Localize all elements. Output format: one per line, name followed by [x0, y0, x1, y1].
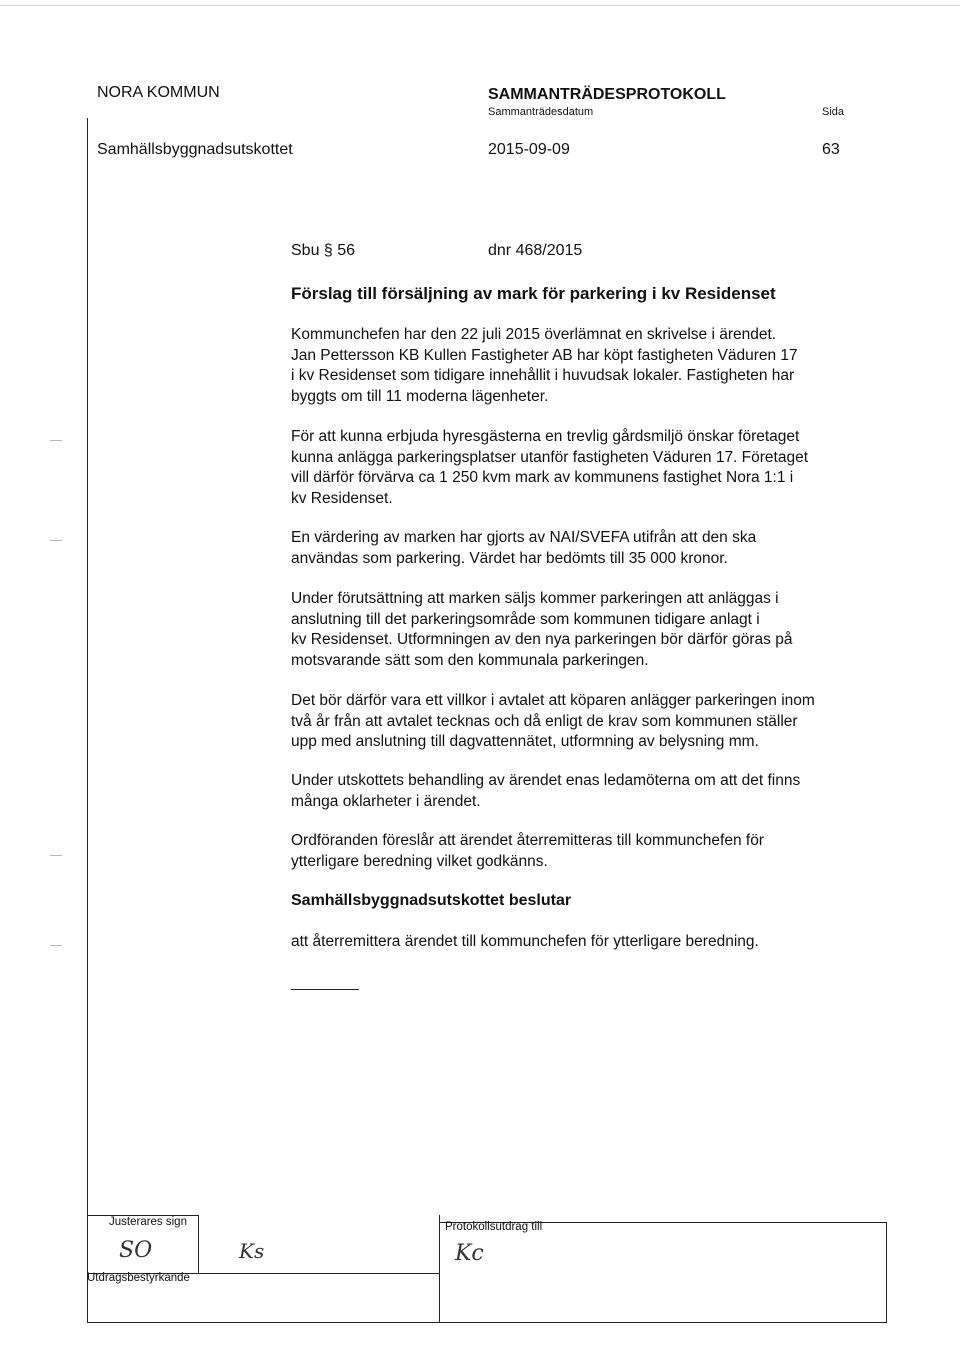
scan-mark — [50, 540, 62, 541]
org-name: NORA KOMMUN — [97, 84, 220, 101]
paragraph-6 — [291, 771, 911, 812]
paragraph-line: anslutning till det parkeringsområde som kommunen tidigare anlagt i — [291, 610, 760, 628]
signature-initials-1: SO — [119, 1238, 153, 1263]
paragraph-line: två år från att avtalet tecknas och då enligt de krav som kommunen ställer — [291, 712, 798, 730]
paragraph-line: En värdering av marken har gjorts av NAI/SVEFA utifrån att den ska — [291, 529, 757, 546]
paragraph-line: Under förutsättning att marken säljs kommer parkeringen att anläggas i — [291, 590, 779, 607]
paragraph-line: användas som parkering. Värdet har bedömts till 35 000 kronor. — [291, 549, 728, 567]
paragraph-line: Kommunchefen har den 22 juli 2015 överlämnat en skrivelse i ärendet. — [291, 326, 777, 343]
paragraph-5 — [291, 691, 911, 753]
paragraph-line: Det bör därför vara ett villkor i avtalet att köparen anlägger parkeringen inom — [291, 692, 815, 709]
paragraph-line: ytterligare beredning vilket godkänns. — [291, 852, 548, 870]
diary-number: dnr 468/2015 — [488, 242, 583, 259]
paragraph-7 — [291, 831, 911, 872]
decision-heading-text: Samhällsbyggnadsutskottet beslutar — [291, 892, 572, 909]
end-of-section-rule — [291, 989, 359, 990]
signature-initials-3: Kc — [455, 1241, 484, 1266]
paragraph-line: byggts om till 11 moderna lägenheter. — [291, 387, 549, 405]
paragraph-line: motsvarande sätt som den kommunala parkeringen. — [291, 651, 649, 669]
justerare-label: Justerares sign — [109, 1216, 187, 1228]
scan-mark — [50, 855, 62, 856]
paragraph-1 — [291, 325, 911, 407]
paragraph-2 — [291, 427, 911, 509]
decision-text-line: att återremittera ärendet till kommunchefen för ytterligare beredning. — [291, 933, 759, 950]
page-number: 63 — [822, 141, 840, 158]
paragraph-line: vill därför förvärva ca 1 250 kvm mark av kommunens fastighet Nora 1:1 i — [291, 469, 794, 486]
left-margin-rule — [87, 118, 88, 1323]
paragraph-line: i kv Residenset som tidigare innehållit i huvudsak lokaler. Fastigheten har — [291, 367, 795, 384]
paragraph-line: Under utskottets behandling av ärendet enas ledamöterna om att det finns — [291, 772, 801, 789]
paragraph-line: För att kunna erbjuda hyresgästerna en trevlig gårdsmiljö önskar företaget — [291, 428, 800, 445]
paragraph-4 — [291, 589, 911, 671]
committee-name: Samhällsbyggnadsutskottet — [97, 141, 293, 158]
meeting-date: 2015-09-09 — [488, 141, 570, 158]
paragraph-line: kunna anlägga parkeringsplatser utanför fastigheten Väduren 17. Företaget — [291, 448, 809, 466]
page-label: Sida — [822, 106, 845, 118]
decision-text — [291, 932, 911, 953]
section-number: Sbu § 56 — [291, 242, 356, 259]
paragraph-line: kv Residenset. Utformningen av den nya parkeringen bör därför göras på — [291, 631, 793, 648]
signature-initials-2: Ks — [239, 1239, 265, 1263]
scan-edge-line — [0, 5, 960, 6]
paragraph-line: Jan Pettersson KB Kullen Fastigheter AB har köpt fastigheten Väduren 17 — [291, 346, 798, 364]
paragraph-line: många oklarheter i ärendet. — [291, 792, 481, 810]
scan-mark — [50, 945, 62, 946]
date-label: Sammanträdesdatum — [488, 106, 594, 118]
paragraph-line: kv Residenset. — [291, 489, 393, 507]
scan-mark — [50, 440, 62, 441]
signature-box — [87, 1215, 887, 1323]
decision-heading — [291, 891, 911, 912]
protokollsutdrag-label: Protokollsutdrag till — [445, 1221, 543, 1233]
document-type: SAMMANTRÄDESPROTOKOLL — [488, 86, 726, 103]
utdrag-label: Utdragsbestyrkande — [87, 1272, 190, 1284]
paragraph-3 — [291, 528, 911, 569]
paragraph-line: Ordföranden föreslår att ärendet återremitteras till kommunchefen för — [291, 832, 764, 849]
paragraph-line: upp med anslutning till dagvattennätet, utformning av belysning mm. — [291, 733, 759, 750]
section-title: Förslag till försäljning av mark för parkering i kv Residenset — [291, 284, 776, 303]
